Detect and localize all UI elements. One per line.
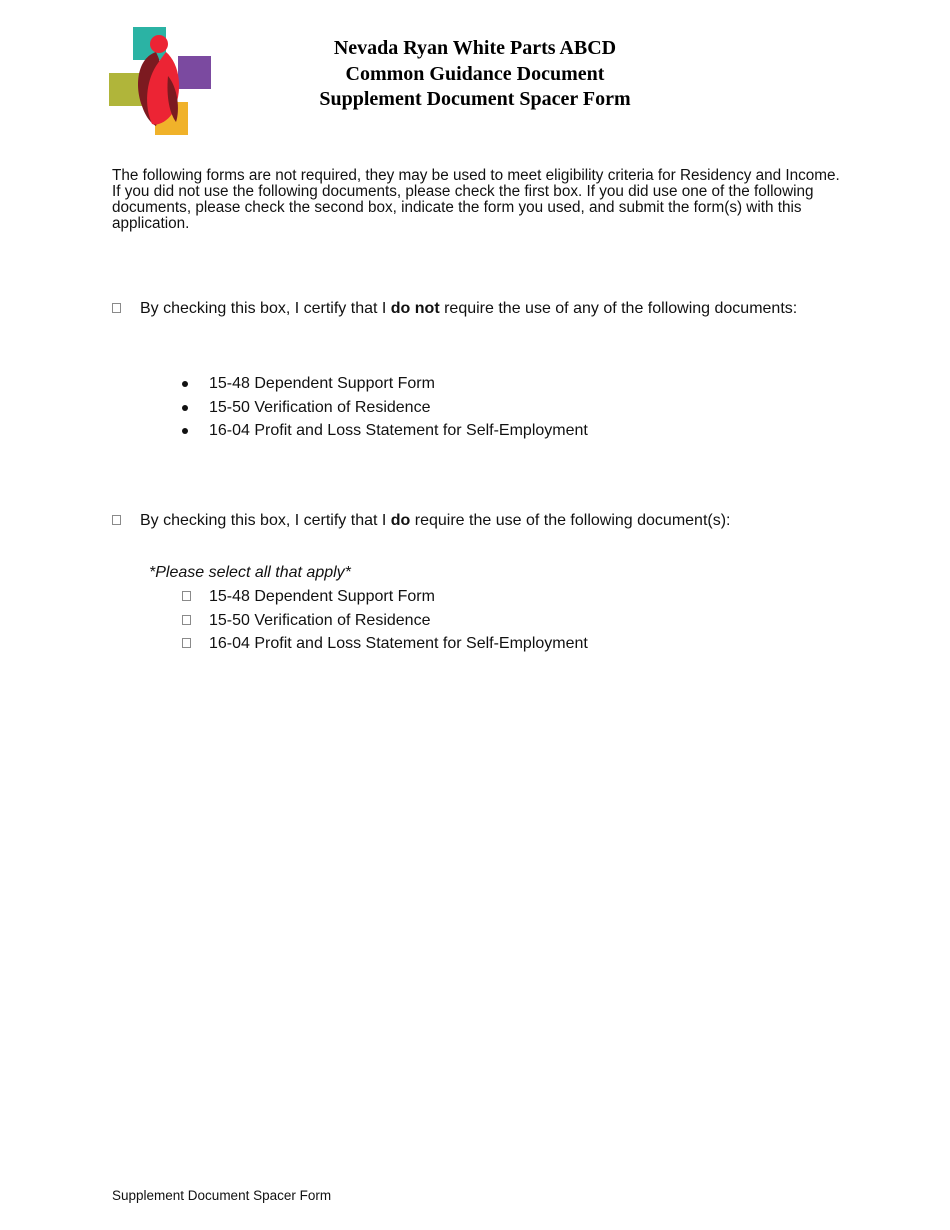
bullet-icon: [182, 381, 188, 387]
bullet-icon: [182, 405, 188, 411]
list-item: [181, 372, 588, 396]
header-line-3: Supplement Document Spacer Form: [319, 88, 631, 110]
certify-required-suffix: require the use of the following document(s):: [410, 512, 731, 529]
form-16-04-checkbox[interactable]: [182, 638, 191, 648]
required-document-checklist: [181, 585, 588, 656]
checklist-item-label: 15-50 Verification of Residence: [209, 611, 431, 629]
certify-not-required-emphasis: do not: [390, 300, 440, 317]
certify-required-emphasis: do: [390, 512, 411, 529]
list-item-label: 15-48 Dependent Support Form: [209, 375, 435, 392]
checklist-item: [181, 585, 588, 609]
form-15-48-checkbox[interactable]: [182, 591, 191, 601]
header-line-1: Nevada Ryan White Parts ABCD: [333, 37, 617, 59]
list-item: [181, 396, 588, 420]
form-15-50-checkbox[interactable]: [182, 615, 191, 625]
list-item: [181, 419, 588, 443]
certify-not-required-option: [112, 297, 812, 320]
checklist-item: [181, 609, 588, 633]
certify-required-prefix: By checking this box, I certify that I: [140, 512, 391, 529]
list-item-label: 16-04 Profit and Loss Statement for Self-Employment: [209, 422, 588, 439]
logo-olive-square: [109, 73, 142, 106]
certify-required-checkbox[interactable]: [112, 515, 121, 525]
header-line-2: Common Guidance Document: [345, 62, 605, 85]
list-item-label: 15-50 Verification of Residence: [209, 398, 431, 416]
not-required-document-list: [181, 372, 588, 443]
logo-purple-square: [178, 56, 211, 89]
document-header: [240, 36, 710, 113]
certify-not-required-checkbox[interactable]: [112, 303, 121, 313]
certify-required-option: [112, 509, 812, 532]
ryan-white-logo: [108, 26, 214, 138]
intro-paragraph: The following forms are not required, they may be used to meet eligibility criteria for Residency and Income. If you did not use the following documents, please check the first box. If you did use one of the following documents, please check the second box, indicate the form you used, and submit the form(s) with this application.: [112, 167, 840, 232]
checklist-item-label: 15-48 Dependent Support Form: [209, 588, 435, 605]
logo-red-head: [150, 35, 168, 53]
certify-not-required-label: [140, 297, 812, 320]
checklist-item: [181, 632, 588, 656]
page-footer: Supplement Document Spacer Form: [112, 1188, 332, 1203]
certify-not-required-prefix: By checking this box, I certify that I: [140, 300, 391, 317]
certify-not-required-suffix: require the use of any of the following documents:: [439, 300, 798, 317]
checklist-item-label: 16-04 Profit and Loss Statement for Self-Employment: [209, 635, 588, 652]
select-all-note: *Please select all that apply*: [149, 564, 351, 581]
bullet-icon: [182, 428, 188, 434]
certify-required-label: [140, 509, 812, 532]
